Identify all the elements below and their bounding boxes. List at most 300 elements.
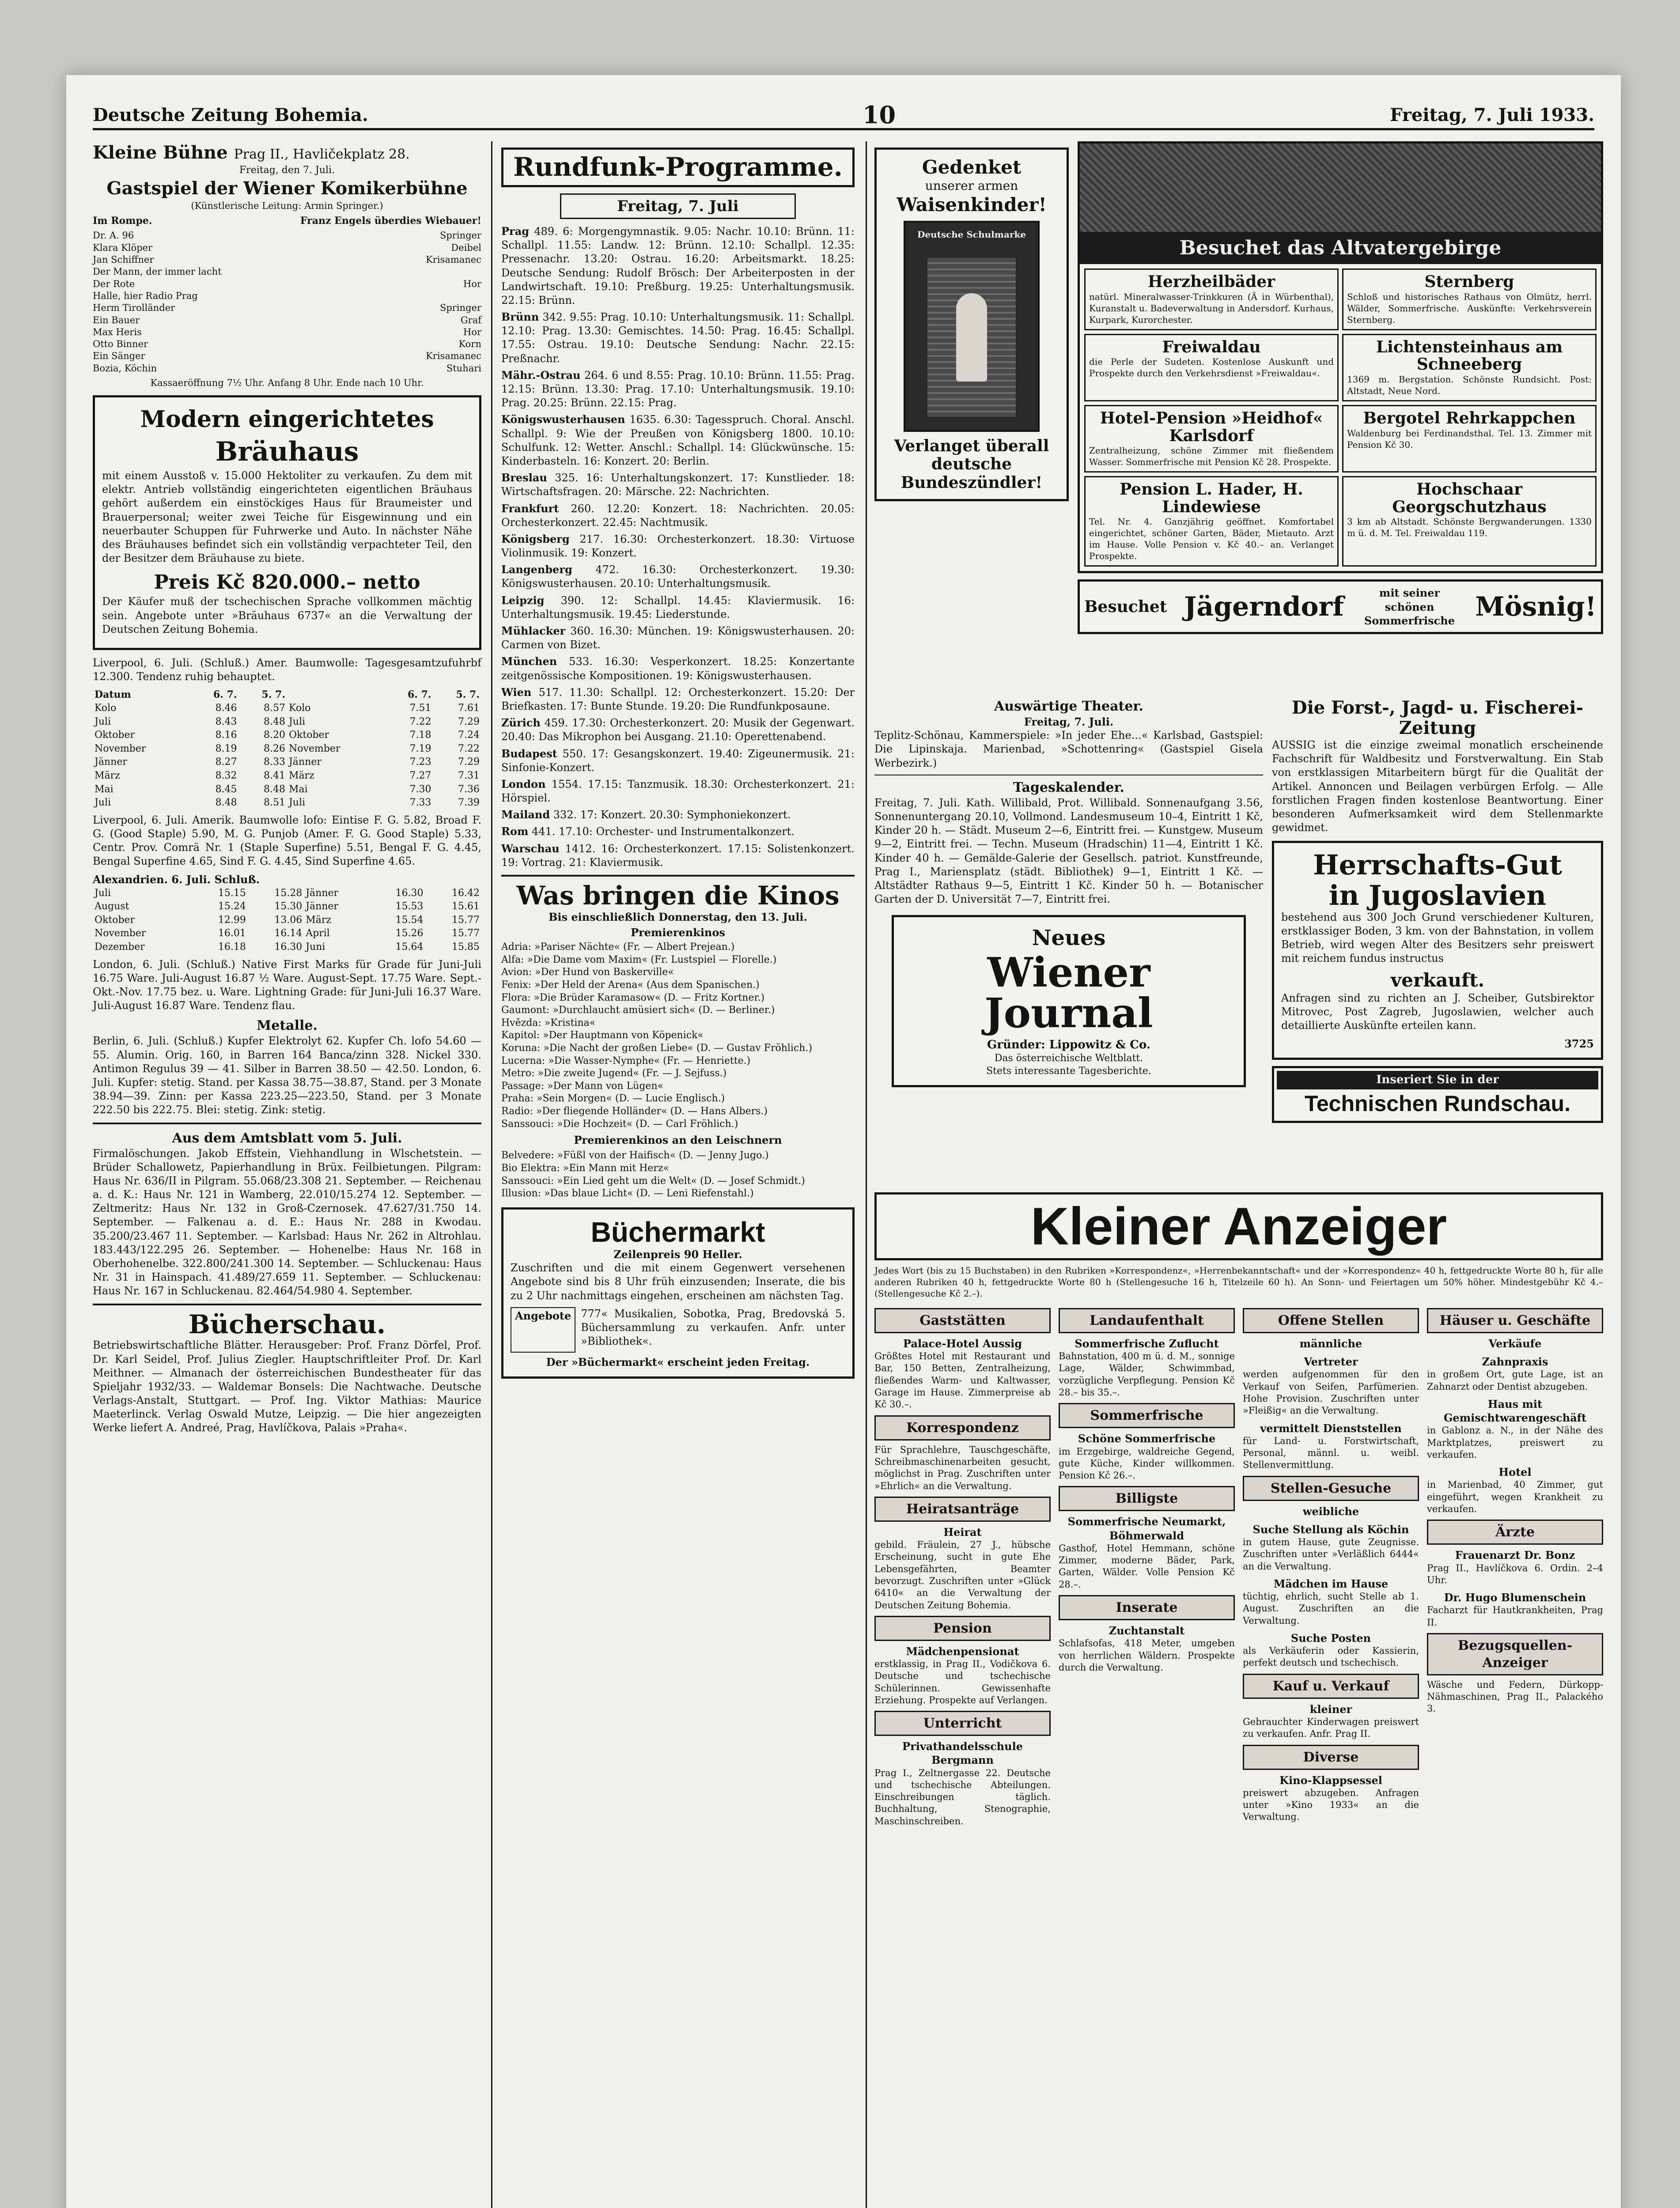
table-cell: 15.30 [274, 901, 303, 912]
classified-category: Diverse [1243, 1745, 1419, 1770]
tourism-ad [1342, 405, 1597, 473]
herrschafts-title1: Herrschafts-Gut [1313, 849, 1562, 881]
radio-program-text: 332. 17: Konzert. 20.30: Symphoniekonzert. [553, 809, 791, 821]
table-cell: Kolo [95, 702, 117, 714]
table-row [93, 783, 481, 797]
kino-entry: Sanssouci: »Die Hochzeit« (D. — Carl Fröhlich.) [501, 1118, 738, 1130]
classified-ad-text: preiswert abzugeben. Anfragen unter »Kino 1933« an die Verwaltung. [1243, 1787, 1419, 1822]
kino-list-2 [501, 1149, 855, 1200]
table-cell: Oktober [95, 914, 135, 926]
classified-ad-text: in Marienbad, 40 Zimmer, gut eingeführt, wegen Krankheit zu verkaufen. [1427, 1479, 1603, 1515]
cast-actor: Korn [458, 339, 481, 350]
classified-ad-text: als Verkäuferin oder Kassierin, perfekt deutsch und tschechisch. [1243, 1645, 1419, 1668]
cast-actor: Krisamanec [426, 254, 481, 265]
radio-program-text: 472. 16.30: Orchesterkonzert. 19.30: Königswusterhausen. 20.10: Unterhaltungsmusik. [501, 563, 855, 590]
table-cell: 7.39 [458, 797, 480, 809]
alexandria-table [93, 887, 481, 954]
classified-ad-head: Mädchenpensionat [906, 1645, 1019, 1658]
cast-role: Jan Schiffner [93, 254, 154, 265]
classified-ad-text: werden aufgenommen für den Verkauf von Seifen, Parfümerien. Hohe Provision. Zuschriften unter »Fleißig« an die Verwaltung. [1243, 1369, 1419, 1416]
classified-ad-text: tüchtig, ehrlich, sucht Stelle ab 1. August. Zuschriften an die Verwaltung. [1243, 1591, 1419, 1626]
table-cell: 15.53 [395, 901, 424, 912]
table-cell: Oktober [95, 730, 135, 741]
kleiner-title: Kleiner Anzeiger [1030, 1197, 1447, 1256]
classifieds-column-1 [874, 1304, 1051, 1832]
table-cell: 7.27 [409, 770, 431, 781]
radio-station-name: Zürich [501, 716, 541, 730]
kino-entry: Hvězda: »Kristina« [501, 1017, 596, 1028]
cast-row [93, 338, 481, 350]
classified-ad-text: in Gablonz a. N., in der Nähe des Marktplatzes, preiswert zu verkaufen. [1427, 1425, 1603, 1460]
header-date: Freitag, 7. Juli 1933. [1390, 104, 1594, 125]
cast-role: Herm Tirolländer [93, 302, 175, 314]
auswaertige-title: Auswärtige Theater. [994, 699, 1143, 714]
tourism-ad-head: Herzheilbäder [1147, 272, 1275, 291]
classified-ad-text: Gasthof, Hotel Hemmann, schöne Zimmer, moderne Bäder, Park, Garten, Wälder. Volle Pension Kč 28.–. [1059, 1543, 1235, 1590]
cast-row [93, 290, 481, 302]
kino-entry: Praha: »Sein Morgen« (D. — Lucie Englisch.) [501, 1093, 725, 1104]
table-cell: 7.22 [458, 743, 480, 754]
radio-program-text: 264. 6 und 8.55: Prag. 10.10: Brünn. 11.55: Prag. 12.15: Brünn. 13.30: Prag. 17.10: Unterhaltungsmusik. 19.10: Prag. 20.25: Brünn. 22.15: Prag. [501, 369, 855, 409]
table-row [93, 927, 481, 941]
kino-entry: Kapitol: »Der Hauptmann von Köpenick« [501, 1030, 704, 1041]
classified-ad-head: vermittelt Dienststellen [1260, 1422, 1402, 1435]
herrschafts-num: 3725 [1564, 1037, 1594, 1051]
alexandria-head: Alexandrien. 6. Juli. Schluß. [93, 873, 260, 886]
classified-ad-head: Vertreter [1304, 1355, 1358, 1369]
table-cell: Oktober [288, 730, 329, 741]
kino-entry: Adria: »Pariser Nächte« (Fr. — Albert Prejean.) [501, 941, 735, 953]
brauhaus-ad [93, 395, 481, 650]
table-cell: 8.33 [264, 756, 285, 768]
table-cell: 8.48 [264, 783, 285, 795]
table-cell: 8.43 [215, 716, 237, 727]
cast-list [93, 230, 481, 374]
buecherschau-text: Betriebswirtschaftliche Blätter. Herausgeber: Prof. Franz Dörfel, Prof. Dr. Karl Seidel, Prof. Julius Ziegler. Hauptschriftleiter Prof. Dr. Karl Meithner. — Almanach der österreichischen Bundestheater für das Spieljahr 1932/33. — Waldemar Bonsels: Die Nachtwache. Deutsche Verlags-Anstalt, Stuttgart. — Prof. Ing. Viktor Mathias: Maurice Maeterlinck. Verlag Oswald Mutze, Leipzig. — Die hier angezeigten Werke liefert A. Andreé, Prag, Havlíčkova, Palais »Praha«. [93, 1339, 481, 1434]
classified-category: Sommerfrische [1059, 1403, 1235, 1428]
column-4-middle [1272, 698, 1603, 1129]
tourism-ad-head: Hotel-Pension »Heidhof« Karlsdorf [1100, 408, 1323, 445]
kino-entry: Alfa: »Die Dame vom Maxim« (Fr. Lustspiel — Florelle.) [501, 954, 777, 965]
table-cell: 15.15 [218, 887, 246, 899]
classified-ad-text: Prag I., Zeltnergasse 22. Deutsche und tschechische Abteilungen. Einschreibungen täglich. Buchhaltung, Stenographie, Maschinschreiben. [874, 1767, 1051, 1826]
radio-program-text: 459. 17.30: Orchesterkonzert. 20: Musik der Gegenwart. 20.40: Das Mikrophon bei Ausgang. 21.10: Operettenabend. [501, 717, 855, 743]
classified-category: Inserate [1059, 1595, 1235, 1620]
kleiner-anzeiger [874, 1192, 1603, 1832]
herrschafts-text: bestehend aus 300 Joch Grund verschiedener Kulturen, erstklassiger Boden, 3 km. von der Bahnstation, in vollem Betrieb, wird wegen Alter des Besitzers sehr preiswert mit reichem fundus instructus [1281, 911, 1594, 965]
table-cell: 15.26 [395, 928, 424, 939]
radio-station-entry [501, 471, 855, 499]
mountain-illustration [1080, 144, 1601, 232]
radio-program-text: 217. 16.30: Orchesterkonzert. 18.30: Virtuose Violinmusik. 19: Konzert. [501, 533, 855, 560]
tourism-ad-text: die Perle der Sudeten. Kostenlose Auskunft und Prospekte durch den Verkehrsdienst »Freiwaldau«. [1089, 356, 1334, 379]
tageskalender-title: Tageskalender. [1013, 779, 1124, 795]
table-cell: 8.48 [264, 716, 285, 727]
classifieds-column-3 [1243, 1304, 1419, 1832]
kino-entry: Koruna: »Die Nacht der großen Liebe« (D. — Gustav Fröhlich.) [501, 1042, 813, 1054]
cast-role: Dr. A. 96 [93, 230, 134, 241]
radio-station-name: Leipzig [501, 594, 545, 607]
cast-role: Max Heris [93, 326, 142, 337]
kino-subtitle: Bis einschließlich Donnerstag, den 13. Juli. [549, 910, 807, 923]
wj-line2: Stets interessante Tagesberichte. [986, 1066, 1151, 1077]
tourism-ad [1342, 476, 1597, 567]
gedenket-line3: Waisenkinder! [897, 193, 1047, 216]
table-cell: Juli [95, 887, 111, 899]
radio-station-entry [501, 808, 855, 822]
table-cell: 8.51 [264, 797, 285, 809]
classified-ad-head: weibliche [1302, 1505, 1359, 1518]
cast-actor: Springer [439, 230, 481, 241]
radio-program-text: 517. 11.30: Schallpl. 12: Orchesterkonzert. 15.20: Der Briefkasten. 17: Bunte Stunde. 19.20: Die Rundfunkposaune. [501, 686, 855, 712]
radio-title-box [501, 147, 855, 187]
tourism-ad-text: Waldenburg bei Ferdinandsthal. Tel. 13. Zimmer mit Pension Kč 30. [1347, 427, 1592, 450]
cast-role: Der Mann, der immer lacht [93, 266, 222, 277]
radio-station-entry [501, 777, 855, 805]
forst-title: Die Forst-, Jagd- u. Fischerei-Zeitung [1291, 697, 1584, 738]
classifieds-column-4 [1427, 1304, 1603, 1832]
classified-category: Billigste [1059, 1486, 1235, 1511]
wj-founder: Gründer: Lippowitz & Co. [987, 1038, 1150, 1051]
table-cell: 7.29 [458, 756, 480, 768]
theatre-footer: Kassaeröffnung 7½ Uhr. Anfang 8 Uhr. Ende nach 10 Uhr. [150, 378, 424, 389]
radio-station-name: Mailand [501, 808, 550, 821]
kino-entry: Passage: »Der Mann von Lügen« [501, 1080, 664, 1092]
table-cell: Dezember [95, 941, 145, 953]
right-play: Franz Engels überdies Wiebauer! [300, 215, 481, 227]
radio-station-entry [501, 310, 855, 366]
table-cell: Jänner [288, 756, 322, 768]
newspaper-page [66, 75, 1621, 2208]
radio-station-name: Brünn [501, 310, 539, 324]
kino-entry: Metro: »Die zweite Jugend« (Fr. — J. Sejfuss.) [501, 1068, 727, 1079]
cast-actor: Deibel [451, 242, 481, 253]
table-cell: 7.22 [409, 716, 431, 727]
masthead-left: Deutsche Zeitung Bohemia. [93, 104, 368, 125]
radio-station-entry [501, 594, 855, 621]
kino-entry: Fenix: »Der Held der Arena« (Aus dem Spanischen.) [501, 979, 760, 991]
tourism-ad [1084, 405, 1339, 473]
tourism-ad [1342, 334, 1597, 401]
angebote-head: Angebote [511, 1307, 575, 1353]
rundschau-line2: Technischen Rundschau. [1305, 1091, 1570, 1116]
cast-row [93, 266, 481, 278]
auswaertige-text: Teplitz-Schönau, Kammerspiele: »In jeder Ehe...« Karlsbad, Gastspiel: Die Lipinskaja. Marienbad, »Schottenring« (Gastspiel Gisela Werbezirk.) [874, 729, 1263, 769]
cast-row [93, 314, 481, 326]
kino-list [501, 941, 855, 1130]
tourism-ad-head: Hochschaar Georgschutzhaus [1392, 480, 1547, 516]
markets-section [93, 656, 481, 1117]
theatre-location: Prag II., Havličekplatz 28. [234, 147, 410, 162]
altvater-banner: Besuchet das Altvatergebirge [1080, 232, 1601, 264]
auswaertige-date: Freitag, 7. Juli. [1024, 715, 1114, 728]
brauhaus-title: Modern eingerichtetes [140, 406, 434, 433]
tourism-ad-text: Schloß und historisches Rathaus von Olmütz, herrl. Wälder, Sommerfrische. Auskünfte: Verkehrsverein Sternberg. [1347, 291, 1592, 325]
table-cell: 16.30 [274, 941, 303, 953]
jute-text: London, 6. Juli. (Schluß.) Native First Marks für Grade für Juni-Juli 16.75 Ware. Juli-August 16.87 ½ Ware. August-Sept. 17.75 Ware. Sept.-Okt.-Nov. 17.75 bez. u. Ware. Lightning Grade: für Juni-Juli 16.37 Ware. Juli-August 16.87 Ware. Tendenz flau. [93, 958, 481, 1012]
table-cell: 7.23 [409, 756, 431, 768]
radio-station-name: Warschau [501, 842, 560, 855]
classified-ad-text: gebild. Fräulein, 27 J., hübsche Erscheinung, sucht in gute Ehe Lebensgefährten, Beamter bevorzugt. Zuschriften unter »Glück 6410« an die Verwaltung der Deutschen Zeitung Bohemia. [874, 1539, 1051, 1611]
radio-program-text: 390. 12: Schallpl. 14.45: Klaviermusik. 16: Unterhaltungsmusik. 19.45: Liederstunde. [501, 594, 855, 620]
classified-ad-head: Hotel [1498, 1466, 1532, 1479]
radio-program-text: 489. 6: Morgengymnastik. 9.05: Nachr. 10.10: Brünn. 11: Schallpl. 11.55: Landw. 12: Brünn. 12.10: Schallpl. 12.35: Pressenachr. 13.20: Ostrau. 16.20: Arbeitsmarkt. 18.25: Deutsche Sendung: Rudolf Brösch: Der Arbeiterposten in der Landwirtschaft. 19.10: Preßburg. 19.25: Unterhaltungsmusik. 22.15: Brünn. [501, 225, 855, 306]
page-header [93, 102, 1594, 130]
table-cell: März [95, 770, 120, 781]
radio-station-name: Breslau [501, 471, 547, 484]
table-cell: November [95, 743, 146, 754]
radio-title: Rundfunk-Programme. [513, 152, 843, 182]
classified-category: Unterricht [874, 1711, 1051, 1736]
table-row [93, 914, 481, 927]
table-cell: 8.32 [215, 770, 237, 781]
table-cell: 15.64 [395, 941, 424, 953]
radio-station-name: Wien [501, 685, 532, 699]
table-row [93, 756, 481, 769]
table-cell: Juli [288, 716, 306, 727]
classified-ad-head: Suche Posten [1290, 1631, 1371, 1645]
classifieds-grid [874, 1304, 1603, 1832]
cast-actor: Hor [463, 326, 481, 337]
school-stamp-image [904, 221, 1040, 432]
buechermarkt-box [501, 1207, 855, 1379]
classifieds-column-2 [1059, 1304, 1235, 1832]
jaegerndorf-post: mit seiner schönen Sommerfrische [1364, 586, 1455, 627]
theatre-date: Freitag, den 7. Juli. [239, 165, 335, 176]
tourism-ad [1084, 476, 1339, 567]
table-row [93, 900, 481, 914]
radio-station-name: Königswusterhausen [501, 413, 625, 426]
metalle-text: Berlin, 6. Juli. (Schluß.) Kupfer Elektrolyt 62. Kupfer Ch. lofo 54.60 — 55. Alumin. Orig. 160, in Barren 164 Banca/zinn 328. Nickel 330. Antimon Regulus 39 — 41. Silber in Barren 38.50 — 42.50. London, 6. Juli. Kupfer: stetig. Stand. per Kassa 38.75—38.87, Stand. per 3 Monate 38.94—39. Zinn: per Kassa 223.25—223.50, Stand. per 3 Monate 222.50 bis 222.75. Blei: stetig. Zink: stetig. [93, 1035, 481, 1116]
classified-ad-head: Dr. Hugo Blumenschein [1444, 1591, 1586, 1604]
radio-list [501, 224, 855, 870]
column-3-upper [874, 141, 1069, 507]
column-3-middle [874, 698, 1263, 1096]
brauhaus-title2: Bräuhaus [215, 436, 359, 467]
herrschafts-verkauft: verkauft. [1390, 969, 1485, 991]
herrschafts-title2: in Jugoslavien [1328, 879, 1547, 911]
table-cell: 15.61 [452, 901, 480, 912]
radio-station-name: Frankfurt [501, 502, 559, 515]
cast-row [93, 326, 481, 338]
cast-row [93, 278, 481, 290]
table-cell: August [95, 901, 129, 912]
cast-role: Otto Binner [93, 339, 148, 350]
classified-category: Pension [874, 1616, 1051, 1641]
classified-ad-head: Heirat [943, 1525, 982, 1539]
table-row [93, 769, 481, 783]
theatre-title: Kleine Bühne [93, 142, 228, 163]
theatre-notice [93, 141, 481, 389]
gedenket-ad [874, 147, 1069, 501]
buechermarkt-sub: Zeilenpreis 90 Heller. [613, 1248, 742, 1261]
theatre-headline: Gastspiel der Wiener Komikerbühne [106, 178, 468, 199]
classified-ad-text: Prag II., Havlíčkova 6. Ordin. 2–4 Uhr. [1427, 1562, 1603, 1585]
brauhaus-note: Der Käufer muß der tschechischen Sprache vollkommen mächtig sein. Angebote unter »Bräuhaus 6737« an die Verwaltung der Deutschen Zeitung Bohemia. [102, 595, 472, 635]
table-cell: 8.16 [215, 730, 237, 741]
cast-role: Ein Bauer [93, 314, 140, 325]
kino-entry: Radio: »Der fliegende Holländer« (D. — Hans Albers.) [501, 1105, 768, 1117]
classified-ad-text: für Land- u. Forstwirtschaft, Personal, männl. u. weibl. Stellenvermittlung. [1243, 1435, 1419, 1471]
kino-section-label: Premierenkinos [631, 926, 725, 939]
classified-category: Kauf u. Verkauf [1243, 1674, 1419, 1699]
classified-ad-head: Haus mit Gemischtwarengeschäft [1443, 1397, 1587, 1425]
cast-actor: Krisamanec [426, 351, 481, 362]
cast-role: Der Rote [93, 278, 135, 289]
table-cell: 8.45 [215, 783, 237, 795]
classified-ad-head: Sommerfrische Neumarkt, Böhmerwald [1067, 1515, 1226, 1542]
classified-ad-head: Palace-Hotel Aussig [903, 1337, 1022, 1350]
classified-ad-head: Verkäufe [1488, 1337, 1542, 1350]
rundschau-ad [1272, 1066, 1603, 1123]
classified-ad-text: in gutem Hause, gute Zeugnisse. Zuschriften unter »Verläßlich 6444« an die Verwaltung. [1243, 1537, 1419, 1572]
classified-ad-head: Zahnpraxis [1482, 1355, 1548, 1369]
brauhaus-price: Preis Kč 820.000.– netto [154, 571, 420, 594]
classified-ad-text: erstklassig, in Prag II., Vodičkova 6. Deutsche und tschechische Schülerinnen. Gewissenhafte Erziehung. Prospekte auf Verlangen. [874, 1659, 1051, 1705]
classified-category: Ärzte [1427, 1520, 1603, 1545]
tourism-ad-text: 3 km ab Altstadt. Schönste Bergwanderungen. 1330 m ü. d. M. Tel. Freiwaldau 119. [1347, 516, 1592, 539]
classified-category: Gaststätten [874, 1308, 1051, 1333]
table-cell: 16.30 [395, 887, 424, 899]
table-cell: Juli [95, 716, 111, 727]
kino-entry: Flora: »Die Brüder Karamasow« (D. — Fritz Kortner.) [501, 992, 765, 1003]
liverpool-loco: Liverpool, 6. Juli. Amerik. Baumwolle lofo: Eintise F. G. 5.82, Broad F. G. (Good Staple) 5.90, M. G. Punjob (Amer. F. G. Good Staple) 5.33, Centr. Prov. Comrä Nr. 1 (Staple Superfine) 5.51, Bengal F. G. 4.45, Bengal Superfine 4.65, Sind F. G. 4.45, Sind Superfine 4.65. [93, 813, 481, 868]
table-header-cell: Datum [95, 689, 131, 701]
radio-program-text: 360. 16.30: München. 19: Königswusterhausen. 20: Carmen von Bizet. [501, 625, 855, 651]
table-header-cell [287, 688, 385, 702]
table-row [93, 796, 481, 810]
table-cell: 15.24 [218, 901, 246, 912]
page-number: 10 [862, 101, 896, 129]
radio-station-name: Langenberg [501, 563, 572, 576]
cast-row [93, 363, 481, 374]
radio-station-entry [501, 842, 855, 870]
radio-station-entry [501, 368, 855, 410]
classified-ad-head: Mädchen im Hause [1273, 1577, 1389, 1590]
cast-role: Halle, hier Radio Prag [93, 290, 198, 301]
classified-ad-head: Privathandelsschule Bergmann [902, 1740, 1023, 1767]
table-cell: 16.42 [452, 887, 480, 899]
tourism-ad-text: Zentralheizung, schöne Zimmer mit fließendem Wasser. Sommerfrische mit Pension Kč 28. Prospekte. [1089, 445, 1334, 468]
classified-ad-text: Größtes Hotel mit Restaurant und Bar, 150 Betten, Zentralheizung, fließendes Warm- und Kaltwasser, Garage im Hause. Zimmerpreise ab Kč 30.–. [874, 1351, 1051, 1410]
kino-entry: Bio Elektra: »Ein Mann mit Herz« [501, 1162, 669, 1174]
radio-station-entry [501, 532, 855, 560]
tourism-ad-head: Sternberg [1424, 272, 1514, 291]
buechermarkt-footer: Der »Büchermarkt« erscheint jeden Freitag. [546, 1356, 810, 1369]
table-cell: 7.33 [409, 797, 431, 809]
tourism-block [1078, 141, 1603, 640]
radio-program-text: 342. 9.55: Prag. 10.10: Unterhaltungsmusik. 11: Schallpl. 12.10: Prag. 13.30: Gemischtes. 14.50: Prag. 16.45: Schallpl. 17.55: Ostrau. 19.10: Deutsche Sendung: Nachr. 22.15: Preßnachr. [501, 311, 855, 365]
table-cell: 8.57 [264, 702, 285, 714]
table-row [93, 729, 481, 742]
radio-program-text: 441. 17.10: Orchester- und Instrumentalkonzert. [532, 825, 795, 838]
table-cell: März [288, 770, 314, 781]
tageskalender-text: Freitag, 7. Juli. Kath. Willibald, Prot. Willibald. Sonnenaufgang 3.56, Sonnenuntergang 20.10, Vollmond. Landesmuseum 10–4, Eintritt 1 Kč, Kinder 20 h. — Städt. Museum 2—6, Eintritt frei. — Kunstgew. Museum 9—2, Eintritt frei. — Techn. Museum (Hradschin) 11—4, Eintritt 1 Kč. Kinder 40 h. — Gemälde-Galerie der Gesellsch. patriot. Kunstfreunde, Prag I., Mariensplatz (städt. Bibliothek) 9—1, Eintritt 1 Kč. — Altstädter Rathaus 9—5, Eintritt 1 Kč. Kinder 50 h. — Botanischer Garten der D. Universität 7—7, Eintritt frei. [874, 796, 1263, 906]
table-cell: 15.54 [395, 914, 424, 926]
table-cell: 15.85 [452, 941, 480, 953]
amtsblatt-text: Firmalöschungen. Jakob Effstein, Viehhandlung in Wlschetstein. — Brüder Schallowetz, Papierhandlung in Brüx. Feilbietungen. Pilgram: Haus Nr. 636/II in Pilgram. 55.068/23.308 21. September. — Reichenau a. d. K.: Haus Nr. 121 in Wamberg, 22.010/15.274 12. September. — Zeltmeritz: Haus Nr. 132 in Groß-Czernosek. 47.627/31.750 14. September. — Falkenau a. d. E.: Haus Nr. 288 in Kwodau. 35.200/23.467 11. September. — Karlsbad: Haus Nr. 262 in Altrohlau. 183.443/122.295 26. September. — Hohenelbe: Haus Nr. 168 in Oberhohenelbe. 322.800/241.300 14. September. — Schluckenau: Haus Nr. 31 in Hainspach. 41.489/27.659 11. September. — Schluckenau: Haus Nr. 167 in Schluckenau. 82.464/54.980 4. September. [93, 1147, 481, 1297]
kino-entry: Lucerna: »Die Wasser-Nymphe« (Fr. — Henriette.) [501, 1055, 751, 1066]
classified-category: Heiratsanträge [874, 1497, 1051, 1522]
tourism-ad [1342, 268, 1597, 330]
tourism-ad [1084, 334, 1339, 401]
table-header-cell: 6. 7. [407, 689, 431, 701]
table-header-cell: 5. 7. [261, 689, 285, 701]
wj-line1: Das österreichische Weltblatt. [994, 1053, 1143, 1064]
table-cell: 7.19 [409, 743, 431, 754]
table-cell: April [306, 928, 330, 939]
table-cell: 15.28 [274, 887, 303, 899]
buecherschau-title: Bücherschau. [188, 1309, 386, 1339]
classified-ad-text: Gebrauchter Kinderwagen preiswert zu verkaufen. Anfr. Prag II. [1243, 1716, 1419, 1739]
cast-actor: Graf [460, 314, 481, 325]
tourism-ad [1084, 268, 1339, 330]
amtsblatt-title: Aus dem Amtsblatt vom 5. Juli. [172, 1130, 402, 1146]
wj-title: Wiener Journal [984, 948, 1153, 1037]
table-cell: 16.18 [218, 941, 246, 953]
cast-row [93, 242, 481, 254]
tourism-ad-text: natürl. Mineralwasser-Trinkkuren (Ä in Würbenthal), Kuranstalt u. Badeverwaltung in Andersdorf. Kurhaus, Kurpark, Kurorchester. [1089, 291, 1334, 325]
table-cell: 7.61 [458, 702, 480, 714]
classified-category: Offene Stellen [1243, 1308, 1419, 1333]
moesnig-name: Mösnig! [1475, 591, 1597, 623]
table-cell: 8.20 [264, 730, 285, 741]
table-row [93, 742, 481, 756]
table-row [93, 887, 481, 900]
radio-station-entry [501, 624, 855, 652]
angebote-text: 777« Musikalien, Sobotka, Prag, Bredovská 5. Büchersammlung zu verkaufen. Anfr. unter »Bibliothek«. [581, 1307, 845, 1348]
table-row [93, 715, 481, 729]
radio-station-name: Mähr.-Ostrau [501, 368, 581, 382]
kleiner-intro: Jedes Wort (bis zu 15 Buchstaben) in den Rubriken »Korrespondenz«, »Herrenbekanntschaft« und der »Korrespondenz« 40 h, fettgedruckte Worte 80 h, für alle anderen Rubriken 40 h, fettgedruckte Worte 80 h (Stellengesuche 16 h, Titelzeile 60 h). An Sonn- und Feiertagen um 50% höher. Mindestgebühr Kč 4.– (Stellengesuche Kč 2.–). [874, 1265, 1603, 1299]
forst-ad [1272, 698, 1603, 835]
classified-ad-head: männliche [1299, 1337, 1362, 1350]
left-play: Im Rompe. [93, 215, 152, 227]
cast-row [93, 254, 481, 266]
table-cell: 7.18 [409, 730, 431, 741]
wj-neues: Neues [1032, 926, 1106, 951]
table-cell: Jänner [306, 901, 339, 912]
table-cell: 12.99 [218, 914, 246, 926]
table-cell: 8.41 [264, 770, 285, 781]
table-row [93, 941, 481, 954]
classified-ad-text: Für Sprachlehre, Tauschgeschäfte, Schreibmaschinenarbeiten gesucht, möglichst in Prag. Zuschriften unter »Ehrlich« an die Verwaltung. [874, 1444, 1051, 1491]
radio-program-text: 1635. 6.30: Tagesspruch. Choral. Anschl. Schallpl. 9: Wie der Preußen von Königsberg 1800. 10.10: Schulfunk. 12: Wetter. Anschl.: Schallpl. 14: Glückwünsche. 15: Kinderbasteln. 16: Konzert. 20: Berlin. [501, 413, 855, 467]
classified-ad-head: Kino-Klappsessel [1279, 1773, 1382, 1787]
kino-entry: Gaumont: »Durchlaucht amüsiert sich« (D. — Berliner.) [501, 1005, 775, 1016]
classified-ad-head: kleiner [1309, 1702, 1352, 1716]
rundschau-line1: Inseriert Sie in der [1277, 1071, 1598, 1089]
tourism-ad-text: Tel. Nr. 4. Ganzjährig geöffnet. Komfortabel eingerichtet, schöner Garten, Bäder, Mietauto. Arzt im Hause. Volle Pension v. Kč 40.– an. Verlanget Prospekte. [1089, 516, 1334, 562]
radio-station-name: Mühlacker [501, 624, 566, 638]
jaegerndorf-name: Jägerndorf [1184, 591, 1344, 623]
table-cell: März [306, 914, 331, 926]
radio-station-entry [501, 716, 855, 744]
table-cell: 7.29 [458, 716, 480, 727]
classified-ad-text: Facharzt für Hautkrankheiten, Prag II. [1427, 1605, 1603, 1628]
classified-ad-head: Frauenarzt Dr. Bonz [1455, 1549, 1575, 1562]
stamp-caption: Deutsche Schulmarke [917, 229, 1026, 240]
radio-station-entry [501, 654, 855, 682]
table-cell: Kolo [288, 702, 311, 714]
table-cell: 8.46 [215, 702, 237, 714]
table-cell: Mai [288, 783, 308, 795]
kino-entry: Belvedere: »Füßl von der Haifisch« (D. — Jenny Jugo.) [501, 1150, 769, 1161]
buechermarkt-title: Büchermarkt [590, 1216, 765, 1248]
cast-role: Ein Sänger [93, 351, 145, 362]
radio-station-name: München [501, 655, 557, 668]
tourism-grid [1080, 264, 1601, 571]
